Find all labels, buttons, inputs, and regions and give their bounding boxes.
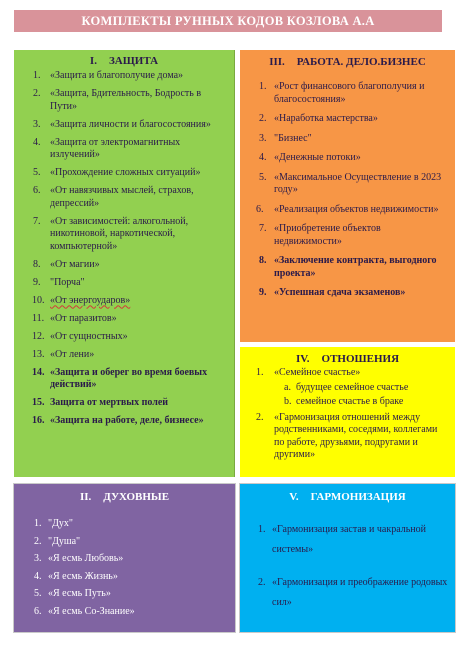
- list-item: 2. «Гармонизация отношений между родственниками, соседями, коллегами по работе, друзьями, подругами и другими»: [256, 411, 438, 460]
- list-item: 6. «От навязчивых мыслей, страхов, депрессий»: [33, 185, 194, 209]
- list-item: 4. «Я есмь Жизнь»: [34, 570, 118, 582]
- list-item: 14. «Защита и оберег во время боевых действий»: [32, 366, 208, 390]
- section-zashchita: [14, 50, 235, 477]
- list-item: 6. «Я есмь Со-Знание»: [34, 605, 135, 617]
- list-item: 3. «Защита личности и благосостояния»: [33, 118, 211, 130]
- list-item: 12. «От сущностных»: [32, 330, 128, 342]
- section-heading: II. ДУХОВНЫЕ: [79, 491, 170, 503]
- section-heading: III. РАБОТА. ДЕЛО.БИЗНЕС: [269, 56, 426, 68]
- list-item: 10. «От энергоударов»: [32, 294, 131, 306]
- list-item: 2. "Душа": [34, 535, 81, 547]
- list-item: 1. "Дух": [34, 518, 73, 529]
- list-item: 1. «Рост финансового благополучия и благосостояния»: [259, 81, 425, 105]
- section-rabota: [240, 50, 455, 342]
- list-item: 7. «От зависимостей: алкогольной, никотиновой, наркотической, компьютерной»: [33, 215, 189, 252]
- list-item: 5. «Максимальное Осуществление в 2023 году»: [259, 171, 442, 195]
- list-item: 5. «Прохождение сложных ситуаций»: [33, 167, 201, 178]
- section-dukhovnye: [14, 484, 235, 632]
- list-item: 8. «Заключение контракта, выгодного проекта»: [259, 255, 437, 279]
- list-item: 2. «Защита, Бдительность, Бодрость в Пути»: [33, 88, 202, 112]
- section-list: [34, 518, 224, 623]
- list-item: 1. «Защита и благополучие дома»: [33, 70, 184, 81]
- section-list: [33, 70, 228, 433]
- list-item: 9. "Порча": [33, 276, 85, 288]
- list-item: 5. «Я есмь Путь»: [34, 588, 111, 599]
- section-heading: I. ЗАЩИТА: [89, 55, 159, 67]
- list-item: 2. «Наработка мастерства»: [259, 113, 378, 124]
- list-item: 15. Защита от мертвых полей: [32, 397, 169, 408]
- list-item: 4. «Защита от электромагнитных излучений»: [33, 136, 181, 160]
- list-item: 2. «Гармонизация и преображение родовых сил»: [258, 577, 448, 608]
- list-item: 9. «Успешная сдача экзаменов»: [259, 287, 406, 298]
- page-title: КОМПЛЕКТЫ РУННЫХ КОДОВ КОЗЛОВА А.А: [14, 10, 442, 32]
- list-item: 7. «Приобретение объектов недвижимости»: [259, 223, 381, 247]
- section-garmonizatsiya: [240, 484, 455, 632]
- section-list: [256, 367, 446, 465]
- sub-list-item: b. семейное счастье в браке: [284, 396, 404, 407]
- list-item: 3. "Бизнес": [259, 132, 312, 144]
- list-item: 1. «Семейное счастье» a. будущее семейное счастье b. семейное счастье в браке: [256, 367, 446, 409]
- section-list: [258, 520, 450, 626]
- list-item: 13. «От лени»: [32, 348, 95, 360]
- section-otnosheniya: [240, 347, 455, 477]
- sub-list: [284, 382, 446, 409]
- list-item: 16. «Защита на работе, деле, бизнесе»: [32, 415, 204, 426]
- sub-list-item: a. будущее семейное счастье: [284, 381, 409, 393]
- section-list: [256, 81, 449, 307]
- list-item: 1. «Гармонизация застав и чакральной системы»: [258, 524, 426, 555]
- list-item: 11. «От паразитов»: [32, 312, 117, 324]
- section-heading: V. ГАРМОНИЗАЦИЯ: [289, 491, 406, 503]
- list-item: 6. «Реализация объектов недвижимости»: [256, 203, 439, 215]
- section-heading: IV. ОТНОШЕНИЯ: [295, 353, 400, 365]
- list-item: 4. «Денежные потоки»: [259, 152, 361, 163]
- list-item: 3. «Я есмь Любовь»: [34, 553, 124, 564]
- list-item: 8. «От магии»: [33, 258, 100, 270]
